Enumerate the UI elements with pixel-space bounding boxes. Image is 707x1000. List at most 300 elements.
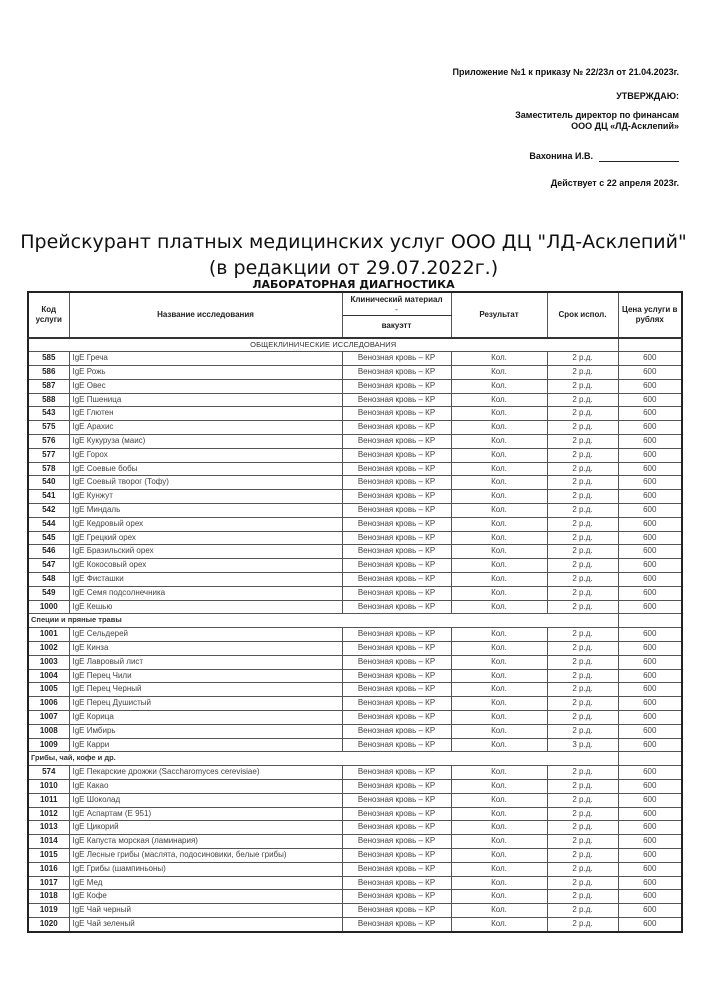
service-price: 600 bbox=[618, 904, 682, 918]
service-code: 1011 bbox=[28, 793, 69, 807]
turnaround-time: 2 р.д. bbox=[547, 669, 618, 683]
service-price: 600 bbox=[618, 545, 682, 559]
service-code: 540 bbox=[28, 476, 69, 490]
table-row bbox=[28, 766, 682, 780]
service-code: 545 bbox=[28, 531, 69, 545]
turnaround-time: 2 р.д. bbox=[547, 890, 618, 904]
service-price: 600 bbox=[618, 628, 682, 642]
turnaround-time: 2 р.д. bbox=[547, 600, 618, 614]
service-name: IgE Грецкий орех bbox=[69, 531, 342, 545]
service-price: 600 bbox=[618, 352, 682, 366]
result-type: Кол. bbox=[451, 876, 547, 890]
column-header-code: Код услуги bbox=[28, 292, 69, 338]
clinical-material: Венозная кровь – КР bbox=[342, 559, 451, 573]
turnaround-time: 2 р.д. bbox=[547, 724, 618, 738]
table-row bbox=[28, 559, 682, 573]
service-code: 588 bbox=[28, 393, 69, 407]
section-row bbox=[28, 752, 682, 766]
service-code: 548 bbox=[28, 573, 69, 587]
service-price: 600 bbox=[618, 448, 682, 462]
signature-line bbox=[599, 152, 679, 162]
document-edition: (в редакции от 29.07.2022г.) bbox=[208, 257, 499, 279]
clinical-material: Венозная кровь – КР bbox=[342, 821, 451, 835]
result-type: Кол. bbox=[451, 711, 547, 725]
service-name: IgE Капуста морская (ламинария) bbox=[69, 835, 342, 849]
section-title: Специи и пряные травы bbox=[28, 614, 618, 628]
turnaround-time: 2 р.д. bbox=[547, 435, 618, 449]
service-price: 600 bbox=[618, 573, 682, 587]
service-price: 600 bbox=[618, 490, 682, 504]
section-title: ОБЩЕКЛИНИЧЕСКИЕ ИССЛЕДОВАНИЯ bbox=[28, 338, 618, 352]
result-type: Кол. bbox=[451, 697, 547, 711]
material-label: Клинический материал bbox=[350, 295, 443, 304]
table-row bbox=[28, 724, 682, 738]
clinical-material: Венозная кровь – КР bbox=[342, 793, 451, 807]
table-row bbox=[28, 366, 682, 380]
turnaround-time: 2 р.д. bbox=[547, 711, 618, 725]
section-price-spacer bbox=[618, 338, 682, 352]
table-row bbox=[28, 890, 682, 904]
result-type: Кол. bbox=[451, 504, 547, 518]
result-type: Кол. bbox=[451, 917, 547, 931]
service-price: 600 bbox=[618, 683, 682, 697]
clinical-material: Венозная кровь – КР bbox=[342, 476, 451, 490]
service-price: 600 bbox=[618, 559, 682, 573]
result-type: Кол. bbox=[451, 738, 547, 752]
service-code: 546 bbox=[28, 545, 69, 559]
table-row bbox=[28, 655, 682, 669]
service-name: IgE Овес bbox=[69, 379, 342, 393]
clinical-material: Венозная кровь – КР bbox=[342, 835, 451, 849]
result-type: Кол. bbox=[451, 655, 547, 669]
signature-block bbox=[529, 151, 679, 162]
result-type: Кол. bbox=[451, 352, 547, 366]
result-type: Кол. bbox=[451, 517, 547, 531]
service-price: 600 bbox=[618, 642, 682, 656]
service-name: IgE Кокосовый орех bbox=[69, 559, 342, 573]
table-row bbox=[28, 711, 682, 725]
table-row bbox=[28, 573, 682, 587]
service-code: 1006 bbox=[28, 697, 69, 711]
clinical-material: Венозная кровь – КР bbox=[342, 573, 451, 587]
clinical-material: Венозная кровь – КР bbox=[342, 407, 451, 421]
service-code: 578 bbox=[28, 462, 69, 476]
column-header-term: Срок испол. bbox=[547, 292, 618, 338]
turnaround-time: 2 р.д. bbox=[547, 586, 618, 600]
service-name: IgE Бразильский орех bbox=[69, 545, 342, 559]
clinical-material: Венозная кровь – КР bbox=[342, 531, 451, 545]
service-code: 1000 bbox=[28, 600, 69, 614]
turnaround-time: 2 р.д. bbox=[547, 379, 618, 393]
table-row bbox=[28, 407, 682, 421]
clinical-material: Венозная кровь – КР bbox=[342, 738, 451, 752]
turnaround-time: 2 р.д. bbox=[547, 545, 618, 559]
table-row bbox=[28, 586, 682, 600]
service-name: IgE Греча bbox=[69, 352, 342, 366]
service-name: IgE Миндаль bbox=[69, 504, 342, 518]
table-row bbox=[28, 904, 682, 918]
service-code: 1014 bbox=[28, 835, 69, 849]
service-name: IgE Шоколад bbox=[69, 793, 342, 807]
turnaround-time: 2 р.д. bbox=[547, 531, 618, 545]
service-code: 1004 bbox=[28, 669, 69, 683]
service-name: IgE Перец Душистый bbox=[69, 697, 342, 711]
table-row bbox=[28, 490, 682, 504]
service-price: 600 bbox=[618, 807, 682, 821]
clinical-material: Венозная кровь – КР bbox=[342, 711, 451, 725]
turnaround-time: 2 р.д. bbox=[547, 848, 618, 862]
column-header-result: Результат bbox=[451, 292, 547, 338]
service-code: 585 bbox=[28, 352, 69, 366]
service-code: 1016 bbox=[28, 862, 69, 876]
result-type: Кол. bbox=[451, 379, 547, 393]
clinical-material: Венозная кровь – КР bbox=[342, 669, 451, 683]
result-type: Кол. bbox=[451, 683, 547, 697]
turnaround-time: 2 р.д. bbox=[547, 559, 618, 573]
signatory-name: Вахонина И.В. bbox=[529, 151, 593, 161]
table-row bbox=[28, 780, 682, 794]
turnaround-time: 2 р.д. bbox=[547, 366, 618, 380]
service-price: 600 bbox=[618, 600, 682, 614]
service-price: 600 bbox=[618, 586, 682, 600]
service-name: IgE Какао bbox=[69, 780, 342, 794]
clinical-material: Венозная кровь – КР bbox=[342, 600, 451, 614]
result-type: Кол. bbox=[451, 448, 547, 462]
section-row bbox=[28, 338, 682, 352]
service-price: 600 bbox=[618, 435, 682, 449]
service-price: 600 bbox=[618, 531, 682, 545]
section-price-spacer bbox=[618, 752, 682, 766]
service-code: 1012 bbox=[28, 807, 69, 821]
clinical-material: Венозная кровь – КР bbox=[342, 435, 451, 449]
clinical-material: Венозная кровь – КР bbox=[342, 876, 451, 890]
service-code: 1019 bbox=[28, 904, 69, 918]
clinical-material: Венозная кровь – КР bbox=[342, 683, 451, 697]
table-row bbox=[28, 476, 682, 490]
turnaround-time: 2 р.д. bbox=[547, 862, 618, 876]
service-price: 600 bbox=[618, 835, 682, 849]
turnaround-time: 2 р.д. bbox=[547, 393, 618, 407]
service-code: 587 bbox=[28, 379, 69, 393]
result-type: Кол. bbox=[451, 531, 547, 545]
turnaround-time: 2 р.д. bbox=[547, 697, 618, 711]
service-name: IgE Горох bbox=[69, 448, 342, 462]
service-name: IgE Мед bbox=[69, 876, 342, 890]
clinical-material: Венозная кровь – КР bbox=[342, 724, 451, 738]
turnaround-time: 2 р.д. bbox=[547, 683, 618, 697]
service-price: 600 bbox=[618, 393, 682, 407]
result-type: Кол. bbox=[451, 586, 547, 600]
result-type: Кол. bbox=[451, 904, 547, 918]
result-type: Кол. bbox=[451, 628, 547, 642]
service-code: 1005 bbox=[28, 683, 69, 697]
service-name: IgE Глютен bbox=[69, 407, 342, 421]
service-name: IgE Соевый творог (Тофу) bbox=[69, 476, 342, 490]
service-name: IgE Перец Черный bbox=[69, 683, 342, 697]
service-code: 1017 bbox=[28, 876, 69, 890]
column-header-name: Название исследования bbox=[69, 292, 342, 338]
clinical-material: Венозная кровь – КР bbox=[342, 462, 451, 476]
clinical-material: Венозная кровь – КР bbox=[342, 379, 451, 393]
service-name: IgE Грибы (шампиньоны) bbox=[69, 862, 342, 876]
service-name: IgE Чай черный bbox=[69, 904, 342, 918]
service-price: 600 bbox=[618, 724, 682, 738]
service-code: 1002 bbox=[28, 642, 69, 656]
turnaround-time: 2 р.д. bbox=[547, 490, 618, 504]
service-name: IgE Лавровый лист bbox=[69, 655, 342, 669]
table-row bbox=[28, 835, 682, 849]
section-row bbox=[28, 614, 682, 628]
table-row bbox=[28, 531, 682, 545]
clinical-material: Венозная кровь – КР bbox=[342, 352, 451, 366]
service-name: IgE Чай зеленый bbox=[69, 917, 342, 931]
service-name: IgE Имбирь bbox=[69, 724, 342, 738]
column-header-price: Цена услуги в рублях bbox=[618, 292, 682, 338]
clinical-material: Венозная кровь – КР bbox=[342, 421, 451, 435]
table-row bbox=[28, 393, 682, 407]
result-type: Кол. bbox=[451, 476, 547, 490]
result-type: Кол. bbox=[451, 573, 547, 587]
turnaround-time: 2 р.д. bbox=[547, 476, 618, 490]
service-price: 600 bbox=[618, 890, 682, 904]
service-price: 600 bbox=[618, 697, 682, 711]
table-row bbox=[28, 862, 682, 876]
turnaround-time: 2 р.д. bbox=[547, 407, 618, 421]
result-type: Кол. bbox=[451, 890, 547, 904]
service-name: IgE Перец Чили bbox=[69, 669, 342, 683]
table-row bbox=[28, 917, 682, 931]
table-row bbox=[28, 628, 682, 642]
turnaround-time: 2 р.д. bbox=[547, 766, 618, 780]
turnaround-time: 2 р.д. bbox=[547, 517, 618, 531]
service-code: 1009 bbox=[28, 738, 69, 752]
service-code: 543 bbox=[28, 407, 69, 421]
service-code: 576 bbox=[28, 435, 69, 449]
table-row bbox=[28, 435, 682, 449]
service-price: 600 bbox=[618, 476, 682, 490]
service-name: IgE Арахис bbox=[69, 421, 342, 435]
turnaround-time: 2 р.д. bbox=[547, 642, 618, 656]
service-price: 600 bbox=[618, 504, 682, 518]
result-type: Кол. bbox=[451, 435, 547, 449]
result-type: Кол. bbox=[451, 545, 547, 559]
service-code: 1010 bbox=[28, 780, 69, 794]
service-code: 1003 bbox=[28, 655, 69, 669]
service-code: 1015 bbox=[28, 848, 69, 862]
service-price: 600 bbox=[618, 655, 682, 669]
result-type: Кол. bbox=[451, 724, 547, 738]
clinical-material: Венозная кровь – КР bbox=[342, 848, 451, 862]
service-name: IgE Фисташки bbox=[69, 573, 342, 587]
clinical-material: Венозная кровь – КР bbox=[342, 628, 451, 642]
clinical-material: Венозная кровь – КР bbox=[342, 862, 451, 876]
price-list-table bbox=[27, 291, 683, 933]
result-type: Кол. bbox=[451, 848, 547, 862]
service-code: 1013 bbox=[28, 821, 69, 835]
table-row bbox=[28, 517, 682, 531]
service-name: IgE Кедровый орех bbox=[69, 517, 342, 531]
table-row bbox=[28, 669, 682, 683]
result-type: Кол. bbox=[451, 407, 547, 421]
service-price: 600 bbox=[618, 862, 682, 876]
table-row bbox=[28, 545, 682, 559]
section-price-spacer bbox=[618, 614, 682, 628]
turnaround-time: 3 р.д. bbox=[547, 738, 618, 752]
service-price: 600 bbox=[618, 821, 682, 835]
service-code: 1007 bbox=[28, 711, 69, 725]
service-name: IgE Кофе bbox=[69, 890, 342, 904]
service-code: 574 bbox=[28, 766, 69, 780]
service-name: IgE Соевые бобы bbox=[69, 462, 342, 476]
service-price: 600 bbox=[618, 669, 682, 683]
clinical-material: Венозная кровь – КР bbox=[342, 642, 451, 656]
section-title: Грибы, чай, кофе и др. bbox=[28, 752, 618, 766]
table-row bbox=[28, 697, 682, 711]
clinical-material: Венозная кровь – КР bbox=[342, 586, 451, 600]
table-row bbox=[28, 448, 682, 462]
service-name: IgE Рожь bbox=[69, 366, 342, 380]
turnaround-time: 2 р.д. bbox=[547, 904, 618, 918]
turnaround-time: 2 р.д. bbox=[547, 462, 618, 476]
result-type: Кол. bbox=[451, 835, 547, 849]
result-type: Кол. bbox=[451, 669, 547, 683]
service-name: IgE Пшеница bbox=[69, 393, 342, 407]
clinical-material: Венозная кровь – КР bbox=[342, 517, 451, 531]
clinical-material: Венозная кровь – КР bbox=[342, 917, 451, 931]
turnaround-time: 2 р.д. bbox=[547, 655, 618, 669]
turnaround-time: 2 р.д. bbox=[547, 917, 618, 931]
table-row bbox=[28, 683, 682, 697]
result-type: Кол. bbox=[451, 821, 547, 835]
table-row bbox=[28, 876, 682, 890]
service-price: 600 bbox=[618, 517, 682, 531]
material-dash: - bbox=[395, 305, 398, 314]
approver-position bbox=[515, 110, 679, 132]
result-type: Кол. bbox=[451, 780, 547, 794]
clinical-material: Венозная кровь – КР bbox=[342, 766, 451, 780]
service-code: 542 bbox=[28, 504, 69, 518]
turnaround-time: 2 р.д. bbox=[547, 352, 618, 366]
turnaround-time: 2 р.д. bbox=[547, 807, 618, 821]
clinical-material: Венозная кровь – КР bbox=[342, 655, 451, 669]
result-type: Кол. bbox=[451, 559, 547, 573]
turnaround-time: 2 р.д. bbox=[547, 821, 618, 835]
service-name: IgE Аспартам (Е 951) bbox=[69, 807, 342, 821]
table-row bbox=[28, 807, 682, 821]
turnaround-time: 2 р.д. bbox=[547, 573, 618, 587]
result-type: Кол. bbox=[451, 862, 547, 876]
service-price: 600 bbox=[618, 711, 682, 725]
table-row bbox=[28, 642, 682, 656]
section-title: ЛАБОРАТОРНАЯ ДИАГНОСТИКА bbox=[252, 278, 455, 291]
result-type: Кол. bbox=[451, 366, 547, 380]
table-row bbox=[28, 600, 682, 614]
clinical-material: Венозная кровь – КР bbox=[342, 890, 451, 904]
service-name: IgE Кешью bbox=[69, 600, 342, 614]
column-header-material bbox=[342, 292, 451, 316]
result-type: Кол. bbox=[451, 807, 547, 821]
service-code: 1008 bbox=[28, 724, 69, 738]
service-name: IgE Пекарские дрожжи (Saccharomyces cerevisiae) bbox=[69, 766, 342, 780]
clinical-material: Венозная кровь – КР bbox=[342, 904, 451, 918]
clinical-material: Венозная кровь – КР bbox=[342, 393, 451, 407]
result-type: Кол. bbox=[451, 600, 547, 614]
clinical-material: Венозная кровь – КР bbox=[342, 780, 451, 794]
table-row bbox=[28, 821, 682, 835]
service-code: 577 bbox=[28, 448, 69, 462]
service-name: IgE Корица bbox=[69, 711, 342, 725]
service-price: 600 bbox=[618, 366, 682, 380]
turnaround-time: 2 р.д. bbox=[547, 448, 618, 462]
service-price: 600 bbox=[618, 793, 682, 807]
result-type: Кол. bbox=[451, 421, 547, 435]
clinical-material: Венозная кровь – КР bbox=[342, 697, 451, 711]
result-type: Кол. bbox=[451, 490, 547, 504]
service-code: 575 bbox=[28, 421, 69, 435]
service-code: 549 bbox=[28, 586, 69, 600]
service-price: 600 bbox=[618, 848, 682, 862]
turnaround-time: 2 р.д. bbox=[547, 835, 618, 849]
service-price: 600 bbox=[618, 379, 682, 393]
service-name: IgE Цикорий bbox=[69, 821, 342, 835]
result-type: Кол. bbox=[451, 462, 547, 476]
approver-position-line1: Заместитель директор по финансам bbox=[515, 110, 679, 120]
service-price: 600 bbox=[618, 766, 682, 780]
annex-reference: Приложение №1 к приказу № 22/23л от 21.04.2023г. bbox=[452, 67, 679, 77]
clinical-material: Венозная кровь – КР bbox=[342, 545, 451, 559]
price-list-body bbox=[28, 338, 682, 932]
service-code: 541 bbox=[28, 490, 69, 504]
service-name: IgE Карри bbox=[69, 738, 342, 752]
column-header-material-sub: вакуэтт bbox=[342, 316, 451, 338]
table-row bbox=[28, 462, 682, 476]
table-row bbox=[28, 848, 682, 862]
service-code: 1020 bbox=[28, 917, 69, 931]
clinical-material: Венозная кровь – КР bbox=[342, 366, 451, 380]
service-price: 600 bbox=[618, 407, 682, 421]
clinical-material: Венозная кровь – КР bbox=[342, 504, 451, 518]
service-price: 600 bbox=[618, 462, 682, 476]
service-price: 600 bbox=[618, 917, 682, 931]
result-type: Кол. bbox=[451, 393, 547, 407]
clinical-material: Венозная кровь – КР bbox=[342, 490, 451, 504]
effective-date: Действует с 22 апреля 2023г. bbox=[550, 178, 679, 188]
service-name: IgE Кинза bbox=[69, 642, 342, 656]
turnaround-time: 2 р.д. bbox=[547, 628, 618, 642]
service-price: 600 bbox=[618, 780, 682, 794]
approver-position-line2: ООО ДЦ «ЛД-Асклепий» bbox=[571, 121, 679, 131]
turnaround-time: 2 р.д. bbox=[547, 504, 618, 518]
service-code: 544 bbox=[28, 517, 69, 531]
approval-label: УТВЕРЖДАЮ: bbox=[616, 91, 679, 101]
result-type: Кол. bbox=[451, 642, 547, 656]
clinical-material: Венозная кровь – КР bbox=[342, 807, 451, 821]
service-price: 600 bbox=[618, 421, 682, 435]
service-code: 547 bbox=[28, 559, 69, 573]
table-row bbox=[28, 504, 682, 518]
table-row bbox=[28, 421, 682, 435]
result-type: Кол. bbox=[451, 766, 547, 780]
table-row bbox=[28, 793, 682, 807]
service-price: 600 bbox=[618, 738, 682, 752]
turnaround-time: 2 р.д. bbox=[547, 780, 618, 794]
service-code: 586 bbox=[28, 366, 69, 380]
service-name: IgE Кунжут bbox=[69, 490, 342, 504]
table-row bbox=[28, 379, 682, 393]
service-name: IgE Лесные грибы (маслята, подосиновики, белые грибы) bbox=[69, 848, 342, 862]
service-code: 1001 bbox=[28, 628, 69, 642]
result-type: Кол. bbox=[451, 793, 547, 807]
